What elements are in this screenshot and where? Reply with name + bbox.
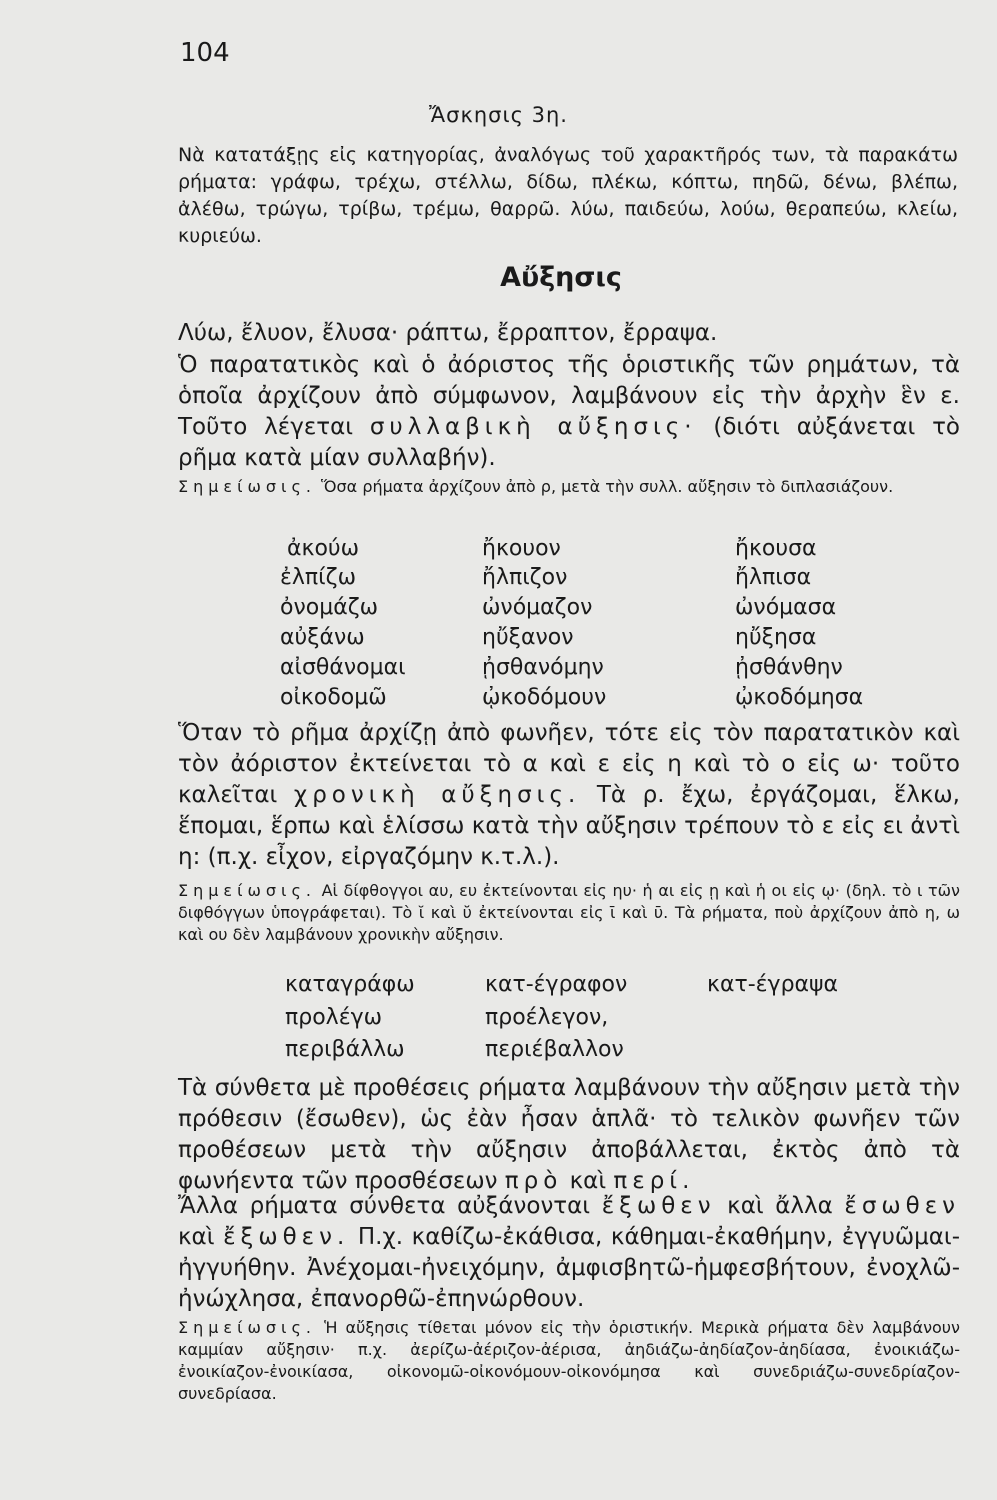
exercise-title: Ἄσκησις 3η.: [429, 103, 568, 127]
page-number: 104: [180, 38, 230, 68]
table-cell: προλέγω: [285, 1005, 383, 1030]
paragraph-compound-verbs: [178, 1073, 960, 1197]
paragraph-text: Ὅταν τὸ ρῆμα ἀρχίζῃ ἀπὸ φωνῆεν, τότε εἰς τὸν παρατατικὸν καὶ τὸν ἀόριστον ἐκτείνεται τὸ α καὶ ε εἰς η καὶ τὸ ο εἰς ω· τοῦτο καλεῖται: [178, 720, 960, 808]
note-text: Αἱ δίφθογγοι αυ, ευ ἐκτείνονται εἰς ηυ· ἡ αι εἰς ῃ καὶ ἡ οι εἰς ῳ· (δηλ. τὸ ι τῶν διφθόγγων ὑπογράφεται). Τὸ ῐ καὶ ῠ ἐκτείνονται εἰς ῑ καὶ ῡ. Τὰ ρήματα, ποὺ ἀρχίζουν ἀπὸ η, ω καὶ ου δὲν λαμβάνουν χρονικὴν αὔξησιν.: [178, 881, 960, 944]
table-cell: αὐξάνω: [280, 625, 365, 650]
table-cell: ᾠκοδόμουν: [482, 685, 607, 710]
table-cell: καταγράφω: [285, 972, 415, 997]
table-cell: ὀνομάζω: [280, 595, 379, 620]
section-title: Αὔξησις: [500, 262, 622, 293]
table-cell: ἤκουσα: [735, 536, 817, 561]
table-cell: ἀκούω: [287, 536, 360, 561]
paragraph-inner-outer-augment: [178, 1191, 960, 1315]
term-temporal-augment: χρονικὴ αὔξησις.: [293, 782, 581, 808]
note-2: [178, 880, 960, 946]
note-text: Ἡ αὔξησις τίθεται μόνον εἰς τὴν ὁριστικήν. Μερικὰ ρήματα δὲν λαμβάνουν καμμίαν αὔξησιν· π.χ. ἀερίζω-ἀέριζον-ἀέρισα, ἀηδιάζω-ἀηδίαζον-ἀηδίασα, ἐνοικιάζω-ἐνοικίαζον-ἐνοικίασα, οἰκονομῶ-οἰκονόμουν-οἰκονόμησα καὶ συνεδριάζω-συνεδρίαζον-συνεδρίασα.: [178, 1318, 960, 1403]
table-cell: ἤλπιζον: [482, 565, 568, 590]
table-cell: κατ-έγραφον: [485, 972, 628, 997]
exercise-text: Νὰ κατατάξῃς εἰς κατηγορίας, ἀναλόγως τοῦ χαρακτῆρός των, τὰ παρακάτω ρήματα: γράφω, τρέχω, στέλλω, δίδω, πλέκω, κόπτω, πηδῶ, δένω, βλέπω, ἀλέθω, τρώγω, τρίβω, τρέμω, θαρρῶ. λύω, παιδεύω, λούω, θεραπεύω, κλείω, κυριεύω.: [178, 144, 958, 247]
note-label: Σημείωσις.: [178, 477, 316, 496]
note-text: Ὅσα ρήματα ἀρχίζουν ἀπὸ ρ, μετὰ τὴν συλλ. αὔξησιν τὸ διπλασιάζουν.: [321, 477, 894, 496]
term-esothen: ἔσωθεν: [844, 1193, 961, 1219]
table-cell: ἤκουον: [482, 536, 561, 561]
paragraph-temporal-augment: [178, 718, 960, 873]
paragraph-text: Τὰ ρ. ἔχω, ἐργάζομαι, ἕλκω, ἕπομαι, ἕρπω καὶ ἑλίσσω κατὰ τὴν αὔξησιν τρέπουν τὸ ε εἰς ει ἀντὶ η: (π.χ. εἶχον, εἰργαζόμην κ.τ.λ.).: [178, 782, 960, 870]
term-pro: πρὸ: [504, 1168, 563, 1194]
table-cell: κατ-έγραψα: [707, 972, 839, 997]
table-cell: ᾐσθάνθην: [735, 655, 843, 680]
paragraph-text: (διότι αὐξάνεται τὸ ρῆμα κατὰ μίαν συλλαβήν).: [178, 414, 960, 471]
example-line: Λύω, ἔλυον, ἔλυσα· ράπτω, ἔρραπτον, ἔρραψα.: [178, 320, 718, 346]
table-cell: ηὔξησα: [735, 625, 817, 650]
term-exothen: ἔξωθεν: [601, 1193, 716, 1219]
paragraph-text: Τὰ σύνθετα μὲ προθέσεις ρήματα λαμβάνουν τὴν αὔξησιν μετὰ τὴν πρόθεσιν (ἔσωθεν), ὡς ἐὰν ἦσαν ἁπλᾶ· τὸ τελικὸν φωνῆεν τῶν προθέσεων μετὰ τὴν αὔξησιν ἀποβάλλεται, ἐκτὸς ἀπὸ τὰ φωνήεντα τῶν προσθέσεων: [178, 1075, 960, 1194]
paragraph-syllabic-augment: [178, 350, 960, 474]
paragraph-text: Ἄλλα ρήματα σύνθετα αὐξάνονται: [178, 1193, 591, 1219]
paragraph-text: καὶ ἄλλα: [727, 1193, 833, 1219]
table-cell: περιέβαλλον: [485, 1037, 624, 1062]
paragraph-text: Ὁ παρατατικὸς καὶ ὁ ἀόριστος τῆς ὁριστικῆς τῶν ρημάτων, τὰ ὁποῖα ἀρχίζουν ἀπὸ σύμφωνον, λαμβάνουν εἰς τὴν ἀρχὴν ἓν ε. Τοῦτο λέγεται: [178, 352, 960, 440]
note-label: Σημείωσις.: [178, 881, 316, 900]
note-1: [178, 476, 960, 498]
term-syllabic-augment: συλλαβικὴ αὔξησις·: [369, 414, 697, 440]
note-3: [178, 1317, 960, 1405]
note-label: Σημείωσις.: [178, 1318, 316, 1337]
paragraph-text: καὶ: [569, 1168, 607, 1194]
table-cell: ὠνόμασα: [735, 595, 837, 620]
table-cell: περιβάλλω: [285, 1037, 405, 1062]
table-cell: ᾠκοδόμησα: [735, 685, 864, 710]
table-cell: ᾐσθανόμην: [482, 655, 604, 680]
paragraph-text: καὶ: [178, 1224, 215, 1250]
table-cell: προέλεγον,: [485, 1005, 609, 1030]
table-cell: ηὔξανον: [482, 625, 574, 650]
table-cell: οἰκοδομῶ: [280, 685, 387, 710]
table-cell: ἤλπισα: [735, 565, 812, 590]
table-cell: ὠνόμαζον: [482, 595, 593, 620]
table-cell: αἰσθάνομαι: [280, 655, 406, 680]
term-exothen-2: ἔξωθεν.: [223, 1224, 350, 1250]
table-cell: ἐλπίζω: [280, 565, 356, 590]
term-peri: περί.: [613, 1168, 695, 1194]
paragraph-text: Π.χ. καθίζω-ἐκάθισα, κάθημαι-ἐκαθήμην, ἐγγυῶμαι-ἠγγυήθην. Ἀνέχομαι-ἠνειχόμην, ἀμφισβητῶ-ἠμφεσβήτουν, ἐνοχλῶ-ἠνώχλησα, ἐπανορθῶ-ἐπηνώρθουν.: [178, 1224, 961, 1312]
